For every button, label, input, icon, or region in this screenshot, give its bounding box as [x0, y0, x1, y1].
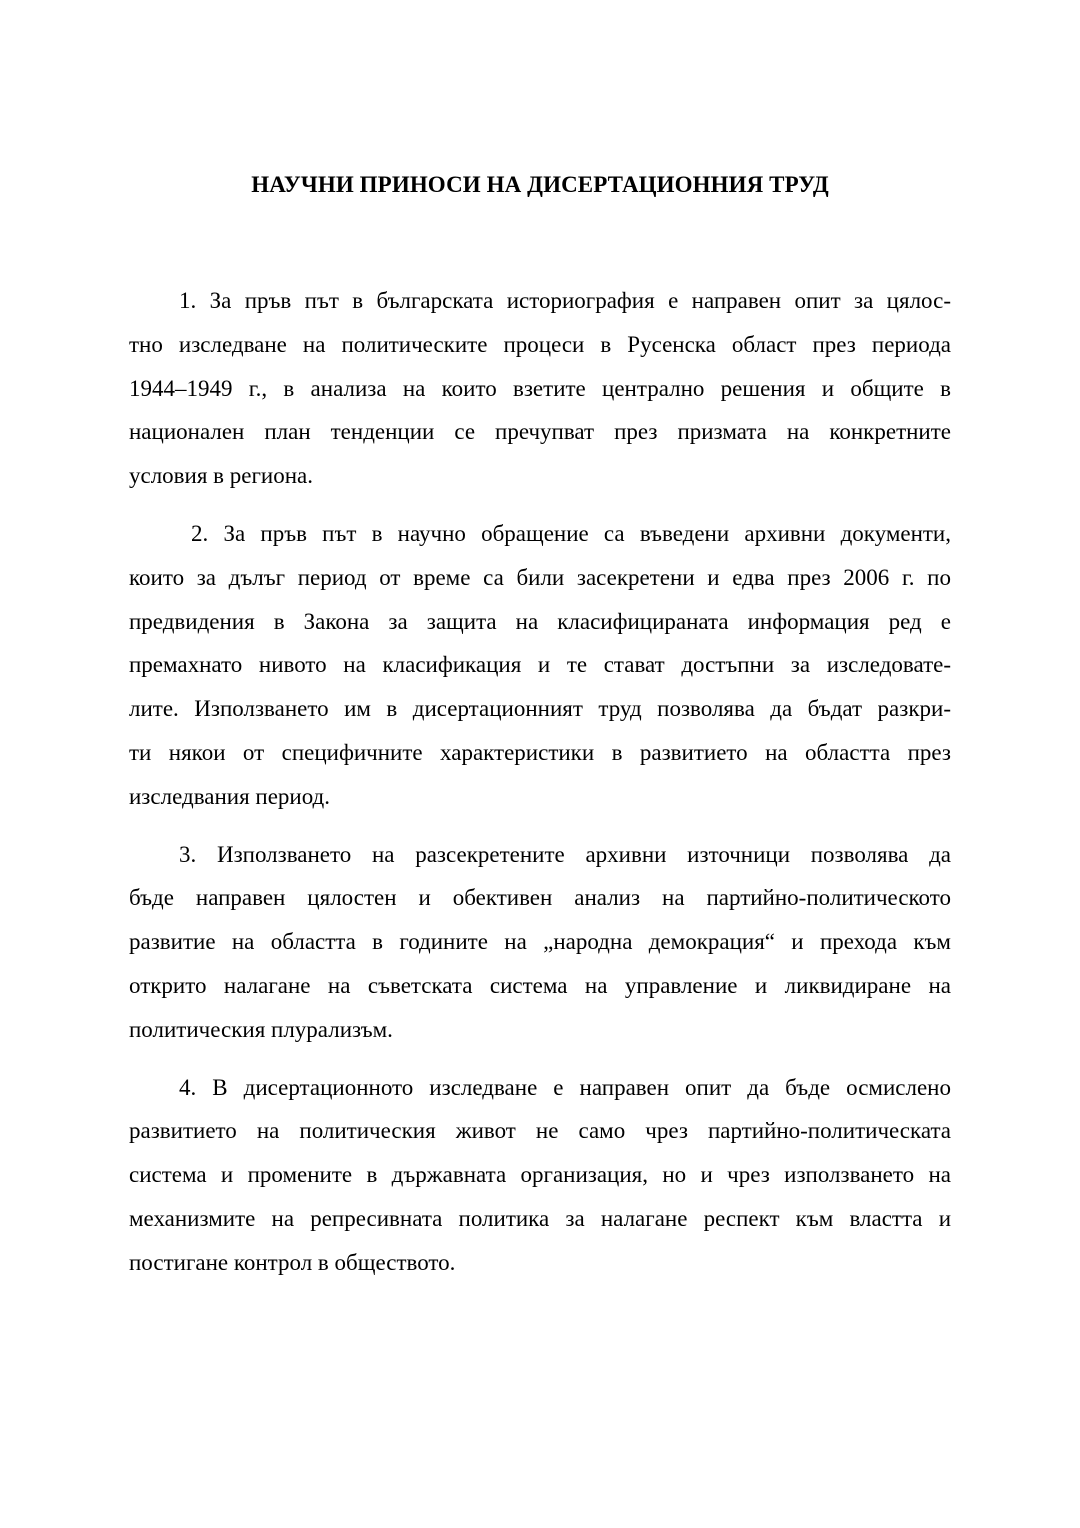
- paragraph-line: които за дълъг период от време са били засекретени и едва през 2006 г. по: [129, 564, 951, 590]
- paragraph-line: национален план тенденции се пречупват през призмата на конкретните: [129, 419, 951, 445]
- paragraph-line: тно изследване на политическите процеси в Русенска област през периода: [129, 331, 951, 357]
- paragraph-line: 2. За пръв път в научно обращение са въведени архивни документи,: [191, 520, 951, 546]
- paragraph-line: постигане контрол в обществото.: [129, 1249, 456, 1275]
- paragraph-line: развитие на областта в годините на „народна демокрация“ и прехода към: [129, 929, 951, 955]
- paragraph-line: механизмите на репресивната политика за налагане респект към властта и: [129, 1205, 951, 1231]
- paragraph-line: условия в региона.: [129, 463, 314, 489]
- paragraph-line: бъде направен цялостен и обективен анализ на партийно-политическото: [129, 885, 951, 911]
- paragraph-line: 4. В дисертационното изследване е направен опит да бъде осмислено: [179, 1074, 951, 1100]
- contribution-paragraph-2: [129, 512, 951, 819]
- document-title: НАУЧНИ ПРИНОСИ НА ДИСЕРТАЦИОННИЯ ТРУД: [251, 172, 829, 197]
- contribution-paragraph-4: [129, 1066, 951, 1285]
- paragraph-line: премахнато нивото на класификация и те стават достъпни за изследовате-: [129, 652, 951, 678]
- paragraph-line: 3. Използването на разсекретените архивни източници позволява да: [179, 841, 951, 867]
- paragraph-line: политическия плурализъм.: [129, 1016, 393, 1042]
- contribution-paragraph-3: [129, 833, 951, 1052]
- paragraph-line: изследвания период.: [129, 783, 331, 809]
- paragraph-line: система и промените в държавната организация, но и чрез използването на: [129, 1162, 951, 1188]
- paragraph-line: ти някои от специфичните характеристики в развитието на областта през: [129, 739, 951, 765]
- paragraph-line: предвидения в Закона за защита на класифицираната информация ред е: [129, 608, 951, 634]
- paragraph-line: открито налагане на съветската система на управление и ликвидиране на: [129, 972, 951, 998]
- paragraph-line: 1. За пръв път в българската историография е направен опит за цялос-: [179, 288, 951, 313]
- paragraph-line: лите. Използването им в дисертационният труд позволява да бъдат разкри-: [129, 696, 951, 722]
- document-body: [129, 279, 951, 1299]
- paragraph-line: развитието на политическия живот не само чрез партийно-политическата: [129, 1118, 951, 1144]
- contribution-paragraph-1: [129, 279, 951, 498]
- paragraph-line: 1944–1949 г., в анализа на които взетите централно решения и общите в: [129, 375, 951, 401]
